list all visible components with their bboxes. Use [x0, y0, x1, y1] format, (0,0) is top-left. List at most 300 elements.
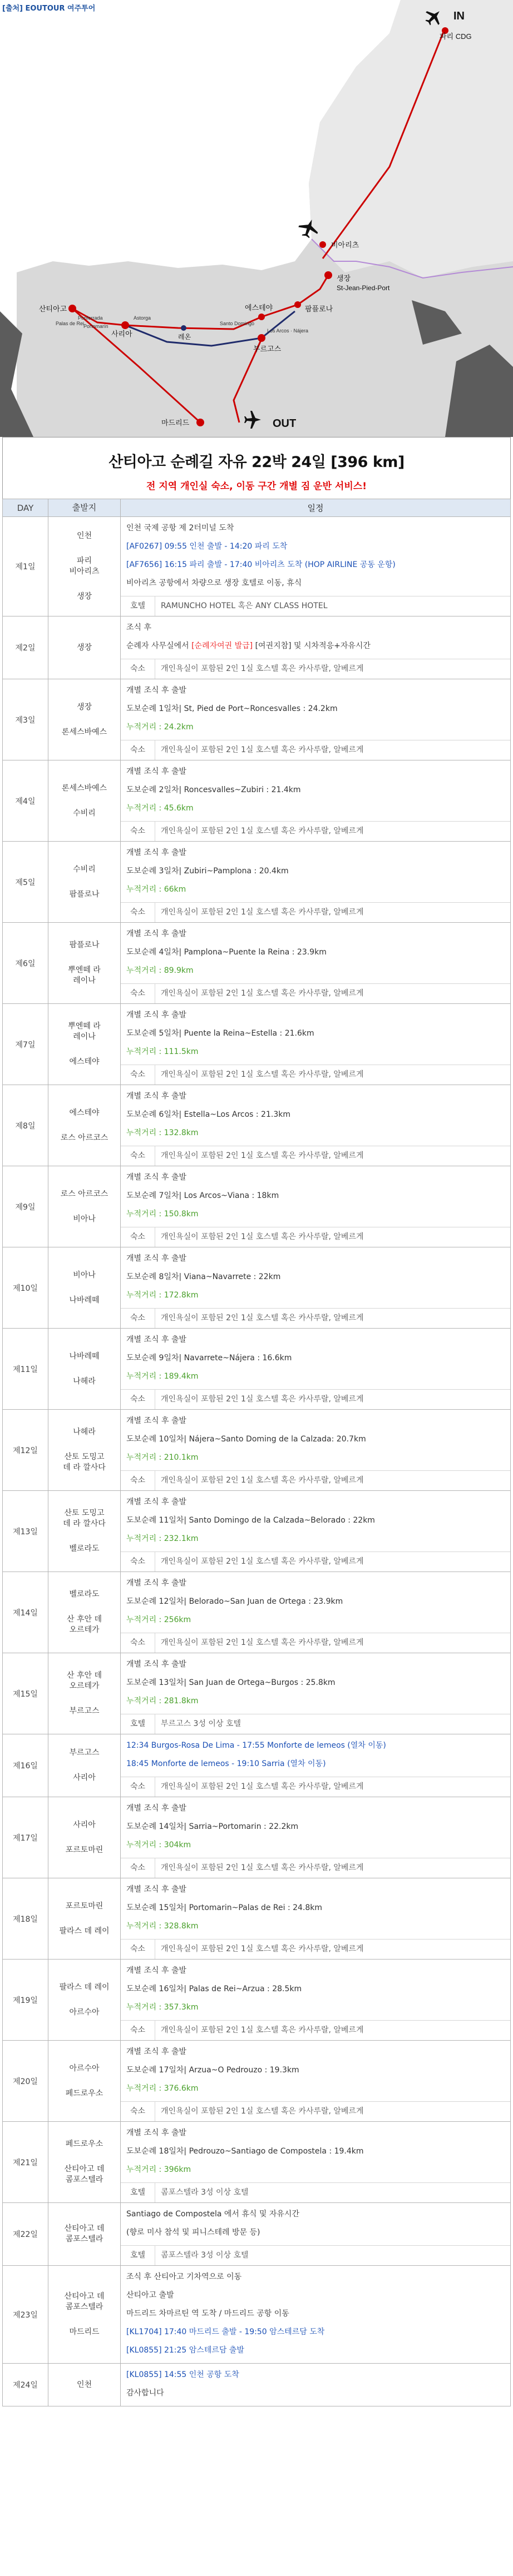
schedule-line: 개별 조식 후 출발: [126, 1498, 187, 1506]
table-row: [3, 1329, 511, 1410]
schedule-line: 개별 조식 후 출발: [126, 1011, 187, 1020]
schedule-line: 비아리츠 공항에서 차량으로 생장 호텔로 이동, 휴식: [126, 579, 302, 588]
schedule-line: 개별 조식 후 출발: [126, 1966, 187, 1975]
schedule-line: 도보순례 9일차| Navarrete~Nájera : 16.6km: [126, 1354, 292, 1362]
city-name: 부르고스: [69, 1706, 100, 1715]
schedule-line: 조식 후: [126, 623, 152, 632]
schedule-cell: [121, 1166, 511, 1247]
city-name: 벨로라도: [69, 1544, 100, 1553]
city-name: 페드로우소: [65, 2088, 103, 2098]
table-row: [3, 1410, 511, 1491]
accommodation-label: 숙소: [121, 1858, 155, 1878]
table-row: [3, 2041, 511, 2122]
accommodation-label: 숙소: [121, 2102, 155, 2121]
accommodation-label: 숙소: [121, 1940, 155, 1959]
city-name: 뿌엔떼 라 레이나: [68, 1022, 101, 1042]
accommodation-label: 숙소: [121, 1065, 155, 1085]
page-title: 산티아고 순례길 자유 22박 24일 [396 km]: [108, 454, 405, 471]
accommodation-row: [121, 659, 510, 679]
accommodation-value: 콤포스텔라 3성 이상 호텔: [161, 2188, 249, 2197]
city-cell: [48, 1491, 121, 1572]
accommodation-row: [121, 1146, 510, 1166]
accommodation-label: 호텔: [121, 2246, 155, 2265]
schedule-line: [KL0855] 14:55 인천 공항 도착: [126, 2370, 239, 2379]
city-cell: [48, 1247, 121, 1329]
burgos-dot: [258, 334, 265, 342]
estella-label: 에스테야: [245, 304, 273, 312]
schedule-line: 누적거리 : 66km: [126, 885, 186, 894]
schedule-line: 누적거리 : 376.6km: [126, 2084, 199, 2093]
accommodation-value: 개인욕실이 포함된 2인 1실 호스텔 혹은 카사루랄, 알베르게: [161, 989, 364, 998]
schedule-cell: [121, 1734, 511, 1797]
accommodation-label: 숙소: [121, 740, 155, 760]
city-name: 산티아고 데 콤포스텔라: [64, 2224, 105, 2244]
day-cell: 제10일: [3, 1247, 48, 1329]
accommodation-value: 개인욕실이 포함된 2인 1실 호스텔 혹은 카사루랄, 알베르게: [161, 1638, 364, 1647]
day-cell: 제14일: [3, 1572, 48, 1653]
schedule-cell: [121, 2122, 511, 2203]
accommodation-row: [121, 1470, 510, 1490]
city-cell: [48, 1572, 121, 1653]
schedule-line: 누적거리 : 256km: [126, 1615, 191, 1624]
schedule-line: 누적거리 : 210.1km: [126, 1453, 199, 1462]
accommodation-row: [121, 596, 510, 616]
schedule-cell: [121, 1572, 511, 1653]
city-name: 생장: [76, 702, 92, 712]
day-cell: 제4일: [3, 760, 48, 842]
schedule-line: 개별 조식 후 출발: [126, 1335, 187, 1344]
schedule-line: 누적거리 : 111.5km: [126, 1047, 199, 1056]
schedule-cell: [121, 1653, 511, 1734]
schedule-line: [AF7656] 16:15 파리 출발 - 17:40 비아리츠 도착 (HOP AIRLINE 공동 운항): [126, 560, 396, 569]
schedule-line: 조식 후 산티아고 기차역으로 이동: [126, 2272, 242, 2281]
city-name: 페드로우소: [65, 2140, 103, 2149]
city-name: 사리아: [73, 1820, 96, 1829]
pamplona-dot: [294, 301, 301, 308]
city-name: 나헤라: [73, 1428, 96, 1437]
city-cell: [48, 1960, 121, 2041]
schedule-line: 개별 조식 후 출발: [126, 929, 187, 938]
city-name: 파리 비아리츠: [69, 556, 100, 576]
schedule-line: 누적거리 : 45.6km: [126, 804, 194, 813]
accommodation-value: 개인욕실이 포함된 2인 1실 호스텔 혹은 카사루랄, 알베르게: [161, 908, 364, 917]
leon-label: 레온: [178, 333, 191, 341]
header-city: 출발지: [48, 499, 121, 517]
schedule-line: [AF0267] 09:55 인천 출발 - 14:20 파리 도착: [126, 542, 288, 551]
madrid-dot: [196, 419, 204, 426]
schedule-line: 도보순례 7일차| Los Arcos~Viana : 18km: [126, 1191, 279, 1200]
itinerary-body: [3, 517, 511, 2406]
schedule-line: 도보순례 14일차| Sarria~Portomarin : 22.2km: [126, 1822, 299, 1831]
burgos-label: 부르고스: [253, 345, 282, 353]
schedule-cell: [121, 2203, 511, 2266]
schedule-line: 도보순례 8일차| Viana~Navarrete : 22km: [126, 1272, 281, 1281]
schedule-line: 12:34 Burgos-Rosa De Lima - 17:55 Monforte de lemeos (열차 이동): [126, 1741, 386, 1750]
accommodation-value: 개인욕실이 포함된 2인 1실 호스텔 혹은 카사루랄, 알베르게: [161, 1314, 364, 1322]
day-cell: 제11일: [3, 1329, 48, 1410]
schedule-cell: [121, 1004, 511, 1085]
schedule-line: 누적거리 : 24.2km: [126, 723, 194, 732]
day-cell: 제8일: [3, 1085, 48, 1166]
day-cell: 제24일: [3, 2364, 48, 2406]
accommodation-value: 개인욕실이 포함된 2인 1실 호스텔 혹은 카사루랄, 알베르게: [161, 1232, 364, 1241]
day-cell: 제21일: [3, 2122, 48, 2203]
schedule-cell: [121, 517, 511, 616]
schedule-line: 누적거리 : 189.4km: [126, 1372, 199, 1381]
city-name: 에스테야: [69, 1108, 100, 1117]
accommodation-value: 콤포스텔라 3성 이상 호텔: [161, 2251, 249, 2260]
schedule-line: 누적거리 : 132.8km: [126, 1128, 199, 1137]
accommodation-label: 숙소: [121, 1146, 155, 1166]
day-cell: 제12일: [3, 1410, 48, 1491]
accommodation-label: 숙소: [121, 1777, 155, 1797]
accommodation-value: 개인욕실이 포함된 2인 1실 호스텔 혹은 카사루랄, 알베르게: [161, 1070, 364, 1079]
header-day: DAY: [3, 499, 48, 517]
schedule-line: 누적거리 : 150.8km: [126, 1210, 199, 1219]
accommodation-row: [121, 2182, 510, 2202]
city-name: 인천: [76, 531, 92, 541]
accommodation-row: [121, 1308, 510, 1328]
schedule-line: 누적거리 : 89.9km: [126, 966, 194, 975]
schedule-line: 도보순례 16일차| Palas de Rei~Arzua : 28.5km: [126, 1985, 302, 1993]
schedule-line: 개별 조식 후 출발: [126, 767, 187, 776]
table-row: [3, 1797, 511, 1878]
day-cell: 제17일: [3, 1797, 48, 1878]
city-cell: [48, 2203, 121, 2266]
day-cell: 제2일: [3, 616, 48, 679]
schedule-cell: [121, 2364, 511, 2406]
accommodation-value: 개인욕실이 포함된 2인 1실 호스텔 혹은 카사루랄, 알베르게: [161, 1945, 364, 1953]
accommodation-row: [121, 1551, 510, 1572]
city-cell: [48, 2364, 121, 2406]
city-cell: [48, 2041, 121, 2122]
city-cell: [48, 842, 121, 923]
route-map: [0, 0, 513, 437]
city-name: 로스 아르코스: [60, 1133, 108, 1142]
stjean-dot: [324, 271, 332, 279]
schedule-line: Santiago de Compostela 에서 휴식 및 자유시간: [126, 2210, 299, 2219]
biarritz-dot: [319, 241, 326, 248]
city-cell: [48, 1085, 121, 1166]
table-row: [3, 842, 511, 923]
schedule-cell: [121, 2266, 511, 2364]
day-cell: 제22일: [3, 2203, 48, 2266]
paris-label: 파리 CDG: [440, 32, 472, 41]
city-cell: [48, 517, 121, 616]
day-cell: 제13일: [3, 1491, 48, 1572]
accommodation-label: 숙소: [121, 659, 155, 679]
day-cell: 제15일: [3, 1653, 48, 1734]
table-row: [3, 1960, 511, 2041]
city-name: 생장: [76, 643, 92, 652]
city-name: 사리아: [73, 1773, 96, 1782]
schedule-line: 순례자 사무실에서 [순례자여권 발급] [여권지참] 및 시차적응+자유시간: [126, 641, 371, 650]
city-name: 마드리드: [69, 2327, 100, 2336]
accommodation-row: [121, 2245, 510, 2265]
accommodation-row: [121, 1065, 510, 1085]
table-row: [3, 1004, 511, 1085]
schedule-line: 누적거리 : 232.1km: [126, 1534, 199, 1543]
accommodation-label: 호텔: [121, 596, 155, 616]
accommodation-row: [121, 1714, 510, 1734]
table-row: [3, 2203, 511, 2266]
small-label: Los Arcos · Nájera: [267, 328, 309, 334]
small-label: Portomarín: [83, 324, 108, 329]
accommodation-row: [121, 2020, 510, 2040]
city-cell: [48, 1797, 121, 1878]
schedule-line: 누적거리 : 304km: [126, 1841, 191, 1849]
accommodation-label: 숙소: [121, 1633, 155, 1653]
schedule-cell: [121, 923, 511, 1004]
small-label: Ponferrada: [78, 315, 103, 321]
table-row: [3, 1491, 511, 1572]
schedule-line: 도보순례 6일차| Estella~Los Arcos : 21.3km: [126, 1110, 290, 1119]
schedule-line: 도보순례 1일차| St, Pied de Port~Roncesvalles : 24.2km: [126, 704, 338, 713]
table-row: [3, 760, 511, 842]
table-row: [3, 1653, 511, 1734]
estella-dot: [258, 314, 265, 320]
in-label: IN: [453, 10, 465, 22]
schedule-line: 도보순례 15일차| Portomarin~Palas de Rei : 24.8km: [126, 1903, 323, 1912]
city-name: 팜플로나: [69, 941, 100, 950]
biarritz-label: 비아리츠: [331, 241, 359, 249]
table-row: [3, 1572, 511, 1653]
stjean-label: 생장: [337, 274, 351, 282]
city-name: 생장: [76, 591, 92, 601]
city-name: 비아나: [73, 1270, 96, 1280]
city-name: 비아나: [73, 1214, 96, 1224]
schedule-line: 누적거리 : 328.8km: [126, 1922, 199, 1931]
accommodation-value: 개인욕실이 포함된 2인 1실 호스텔 혹은 카사루랄, 알베르게: [161, 827, 364, 836]
city-name: 산티아고 데 콤포스텔라: [64, 2292, 105, 2312]
table-row: [3, 1878, 511, 1960]
schedule-line: 개별 조식 후 출발: [126, 1092, 187, 1101]
accommodation-row: [121, 2101, 510, 2121]
accommodation-value: 개인욕실이 포함된 2인 1실 호스텔 혹은 카사루랄, 알베르게: [161, 2026, 364, 2035]
city-name: 에스테야: [69, 1057, 100, 1066]
accommodation-row: [121, 1389, 510, 1409]
schedule-line: 도보순례 5일차| Puente la Reina~Estella : 21.6km: [126, 1029, 314, 1038]
out-label: OUT: [273, 417, 297, 430]
schedule-cell: [121, 1329, 511, 1410]
city-name: 벨로라도: [69, 1590, 100, 1599]
schedule-cell: [121, 679, 511, 760]
city-name: 나헤라: [73, 1376, 96, 1386]
city-name: 산토 도밍고 데 라 깔사다: [63, 1453, 106, 1472]
city-name: 로스 아르코스: [60, 1189, 108, 1199]
city-cell: [48, 1166, 121, 1247]
day-cell: 제3일: [3, 679, 48, 760]
itinerary-table: [2, 499, 511, 2406]
city-name: 산티아고 데 콤포스텔라: [64, 2165, 105, 2184]
schedule-line: 개별 조식 후 출발: [126, 1579, 187, 1588]
schedule-line: [KL0855] 21:25 암스테르담 출발: [126, 2346, 244, 2355]
table-row: [3, 1247, 511, 1329]
city-cell: [48, 1653, 121, 1734]
city-cell: [48, 1329, 121, 1410]
accommodation-label: 숙소: [121, 1227, 155, 1247]
schedule-line: 개별 조식 후 출발: [126, 1660, 187, 1669]
accommodation-label: 숙소: [121, 1552, 155, 1572]
source-label[interactable]: [출처] EOUTOUR 여주투어: [2, 4, 96, 13]
city-cell: [48, 923, 121, 1004]
accommodation-row: [121, 740, 510, 760]
schedule-cell: [121, 1410, 511, 1491]
city-name: 산 후안 데 오르테가: [67, 1671, 102, 1691]
schedule-line: 개별 조식 후 출발: [126, 1254, 187, 1263]
schedule-line: 개별 조식 후 출발: [126, 1804, 187, 1813]
schedule-line: 감사합니다: [126, 2389, 164, 2398]
table-row: [3, 1166, 511, 1247]
stjean-en-label: St-Jean-Pied-Port: [337, 284, 390, 292]
schedule-line: 도보순례 12일차| Belorado~San Juan de Ortega : 23.9km: [126, 1597, 343, 1606]
accommodation-row: [121, 1777, 510, 1797]
small-label: Palas de Rei: [56, 321, 85, 326]
schedule-line: (향로 미사 참석 및 피니스테레 방문 등): [126, 2228, 260, 2237]
day-cell: 제16일: [3, 1734, 48, 1797]
schedule-line: 도보순례 3일차| Zubiri~Pamplona : 20.4km: [126, 867, 289, 876]
accommodation-value: 개인욕실이 포함된 2인 1실 호스텔 혹은 카사루랄, 알베르게: [161, 1476, 364, 1485]
city-name: 수비리: [73, 808, 96, 818]
accommodation-value: 개인욕실이 포함된 2인 1실 호스텔 혹은 카사루랄, 알베르게: [161, 1782, 364, 1791]
accommodation-label: 숙소: [121, 984, 155, 1003]
schedule-line: 인천 국제 공항 제 2터미널 도착: [126, 524, 234, 533]
schedule-line: 누적거리 : 357.3km: [126, 2003, 199, 2012]
accommodation-row: [121, 983, 510, 1003]
header-schedule: 일정: [121, 499, 511, 517]
city-name: 포르토마린: [65, 1845, 103, 1854]
schedule-line: 도보순례 17일차| Arzua~O Pedrouzo : 19.3km: [126, 2066, 299, 2075]
schedule-line: 누적거리 : 281.8km: [126, 1697, 199, 1705]
sarria-dot: [121, 321, 129, 329]
page-subtitle: 전 지역 개인실 숙소, 이동 구간 개별 짐 운반 서비스!: [146, 481, 367, 492]
accommodation-value: 개인욕실이 포함된 2인 1실 호스텔 혹은 카사루랄, 알베르게: [161, 664, 364, 673]
schedule-line: 도보순례 13일차| San Juan de Ortega~Burgos : 25.8km: [126, 1678, 336, 1687]
city-cell: [48, 760, 121, 842]
accommodation-row: [121, 902, 510, 922]
accommodation-label: 숙소: [121, 1471, 155, 1490]
city-cell: [48, 616, 121, 679]
small-label: Santo Domingo: [220, 321, 255, 326]
accommodation-label: 호텔: [121, 2183, 155, 2202]
santiago-dot: [68, 305, 76, 312]
accommodation-row: [121, 1939, 510, 1959]
city-name: 팜플로나: [69, 889, 100, 899]
accommodation-row: [121, 821, 510, 841]
day-cell: 제18일: [3, 1878, 48, 1960]
table-row: [3, 2364, 511, 2406]
accommodation-label: 숙소: [121, 1390, 155, 1409]
city-name: 팔라스 데 레이: [59, 1926, 110, 1936]
accommodation-row: [121, 1633, 510, 1653]
table-row: [3, 2122, 511, 2203]
day-cell: 제19일: [3, 1960, 48, 2041]
schedule-line: 도보순례 11일차| Santo Domingo de la Calzada~Belorado : 22km: [126, 1516, 375, 1525]
city-name: 산토 도밍고 데 라 깔사다: [63, 1509, 106, 1529]
schedule-cell: [121, 1247, 511, 1329]
accommodation-value: RAMUNCHO HOTEL 혹은 ANY CLASS HOTEL: [161, 601, 328, 610]
schedule-line: 개별 조식 후 출발: [126, 848, 187, 857]
day-cell: 제20일: [3, 2041, 48, 2122]
table-row: [3, 517, 511, 616]
schedule-line: 도보순례 2일차| Roncesvalles~Zubiri : 21.4km: [126, 785, 301, 794]
accommodation-label: 숙소: [121, 2021, 155, 2040]
city-name: 론세스바예스: [61, 783, 107, 793]
accommodation-value: 개인욕실이 포함된 2인 1실 호스텔 혹은 카사루랄, 알베르게: [161, 1863, 364, 1872]
city-cell: [48, 1734, 121, 1797]
city-cell: [48, 2266, 121, 2364]
day-cell: 제9일: [3, 1166, 48, 1247]
sarria-label: 사리아: [111, 330, 132, 338]
schedule-cell: [121, 1960, 511, 2041]
accommodation-label: 호텔: [121, 1714, 155, 1734]
madrid-label: 마드리드: [161, 419, 190, 427]
city-name: 아르수아: [69, 2007, 100, 2017]
table-row: [3, 2266, 511, 2364]
schedule-cell: [121, 616, 511, 679]
city-name: 나바레떼: [69, 1295, 100, 1305]
schedule-line: 도보순례 4일차| Pamplona~Puente la Reina : 23.9km: [126, 948, 327, 957]
accommodation-value: 개인욕실이 포함된 2인 1실 호스텔 혹은 카사루랄, 알베르게: [161, 1557, 364, 1566]
city-name: 팔라스 데 레이: [59, 1982, 110, 1992]
schedule-line: 개별 조식 후 출발: [126, 1416, 187, 1425]
accommodation-label: 숙소: [121, 1309, 155, 1328]
accommodation-value: 개인욕실이 포함된 2인 1실 호스텔 혹은 카사루랄, 알베르게: [161, 1151, 364, 1160]
table-row: [3, 1085, 511, 1166]
schedule-line: 도보순례 18일차| Pedrouzo~Santiago de Compostela : 19.4km: [126, 2147, 364, 2156]
city-name: 산 후안 데 오르테가: [67, 1615, 102, 1634]
accommodation-row: [121, 1858, 510, 1878]
credential-highlight: [순례자여권 발급]: [191, 641, 253, 650]
schedule-line: 마드리드 차마르틴 역 도착 / 마드리드 공항 이동: [126, 2309, 289, 2318]
schedule-line: 개별 조식 후 출발: [126, 1885, 187, 1894]
table-row: [3, 679, 511, 760]
schedule-line: 개별 조식 후 출발: [126, 2129, 187, 2137]
schedule-line: 누적거리 : 396km: [126, 2165, 191, 2174]
accommodation-value: 개인욕실이 포함된 2인 1실 호스텔 혹은 카사루랄, 알베르게: [161, 1395, 364, 1404]
schedule-line: 개별 조식 후 출발: [126, 686, 187, 695]
accommodation-label: 숙소: [121, 903, 155, 922]
day-cell: 제23일: [3, 2266, 48, 2364]
table-row: [3, 1734, 511, 1797]
city-name: 나바레떼: [69, 1351, 100, 1361]
city-cell: [48, 1410, 121, 1491]
schedule-cell: [121, 1491, 511, 1572]
schedule-line: 산티아고 출발: [126, 2291, 174, 2300]
pamplona-label: 팜플로나: [305, 305, 333, 313]
schedule-line: 개별 조식 후 출발: [126, 1173, 187, 1182]
schedule-line: [KL1704] 17:40 마드리드 출발 - 19:50 암스테르담 도착: [126, 2328, 325, 2336]
schedule-line: 누적거리 : 172.8km: [126, 1291, 199, 1300]
table-row: [3, 923, 511, 1004]
schedule-cell: [121, 1878, 511, 1960]
schedule-cell: [121, 842, 511, 923]
day-cell: 제7일: [3, 1004, 48, 1085]
santiago-label: 산티아고: [39, 305, 67, 313]
accommodation-value: 개인욕실이 포함된 2인 1실 호스텔 혹은 카사루랄, 알베르게: [161, 2107, 364, 2116]
leon-dot: [181, 325, 186, 331]
schedule-cell: [121, 2041, 511, 2122]
schedule-line: 개별 조식 후 출발: [126, 2047, 187, 2056]
day-cell: 제6일: [3, 923, 48, 1004]
schedule-cell: [121, 760, 511, 842]
day-cell: 제1일: [3, 517, 48, 616]
schedule-line: 도보순례 10일차| Nájera~Santo Doming de la Calzada: 20.7km: [126, 1435, 366, 1444]
accommodation-row: [121, 1227, 510, 1247]
table-row: [3, 616, 511, 679]
city-name: 수비리: [73, 864, 96, 874]
city-cell: [48, 1004, 121, 1085]
